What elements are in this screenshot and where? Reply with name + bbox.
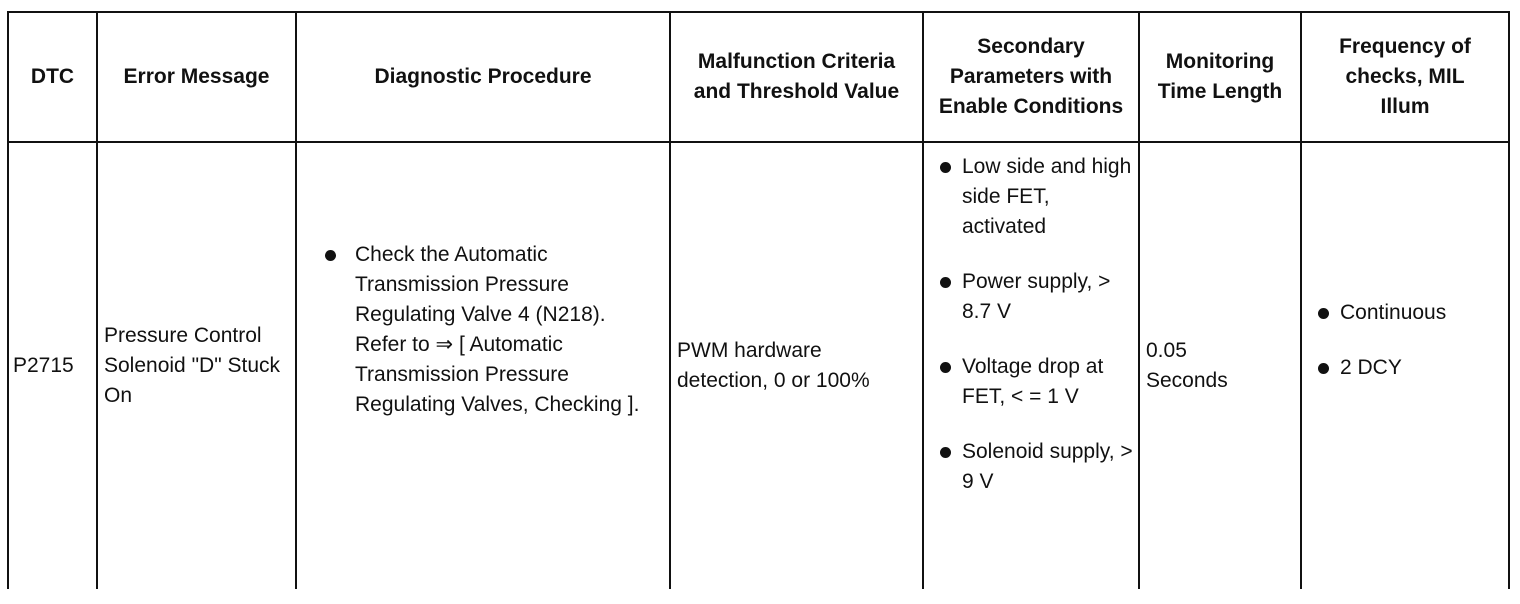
header-monitoring-time: Monitoring Time Length [1139,12,1301,142]
error-message: Pressure Control Solenoid "D" Stuck On [97,142,296,589]
list-item: Power supply, > 8.7 V [928,267,1134,327]
header-diagnostic-procedure: Diagnostic Procedure [296,12,670,142]
frequency-cell [1301,142,1509,589]
dtc-table [7,11,1510,589]
diagnostic-procedure-list [301,240,665,420]
header-frequency: Frequency of checks, MIL Illum [1301,12,1509,142]
header-dtc: DTC [8,12,97,142]
list-item: 2 DCY [1306,353,1504,383]
header-secondary-parameters: Secondary Parameters with Enable Conditions [923,12,1139,142]
list-item: Check the Automatic Transmission Pressure Regulating Valve 4 (N218). Refer to ⇒ [ Automatic Transmission Pressure Regulating Valves, Checking ]. [315,240,655,420]
secondary-parameters-list [928,152,1134,497]
dtc-code: P2715 [8,142,97,589]
monitoring-time: 0.05 Seconds [1139,142,1301,589]
header-malfunction-criteria: Malfunction Criteria and Threshold Value [670,12,923,142]
list-item: Continuous [1306,298,1504,328]
frequency-list [1306,298,1504,383]
diagnostic-procedure-cell [296,142,670,589]
list-item: Low side and high side FET, activated [928,152,1134,242]
secondary-parameters-cell [923,142,1139,589]
malfunction-criteria: PWM hardware detection, 0 or 100% [670,142,923,589]
header-row [8,12,1509,142]
list-item: Solenoid supply, > 9 V [928,437,1134,497]
header-error-message: Error Message [97,12,296,142]
table-row [8,142,1509,589]
list-item: Voltage drop at FET, < = 1 V [928,352,1134,412]
